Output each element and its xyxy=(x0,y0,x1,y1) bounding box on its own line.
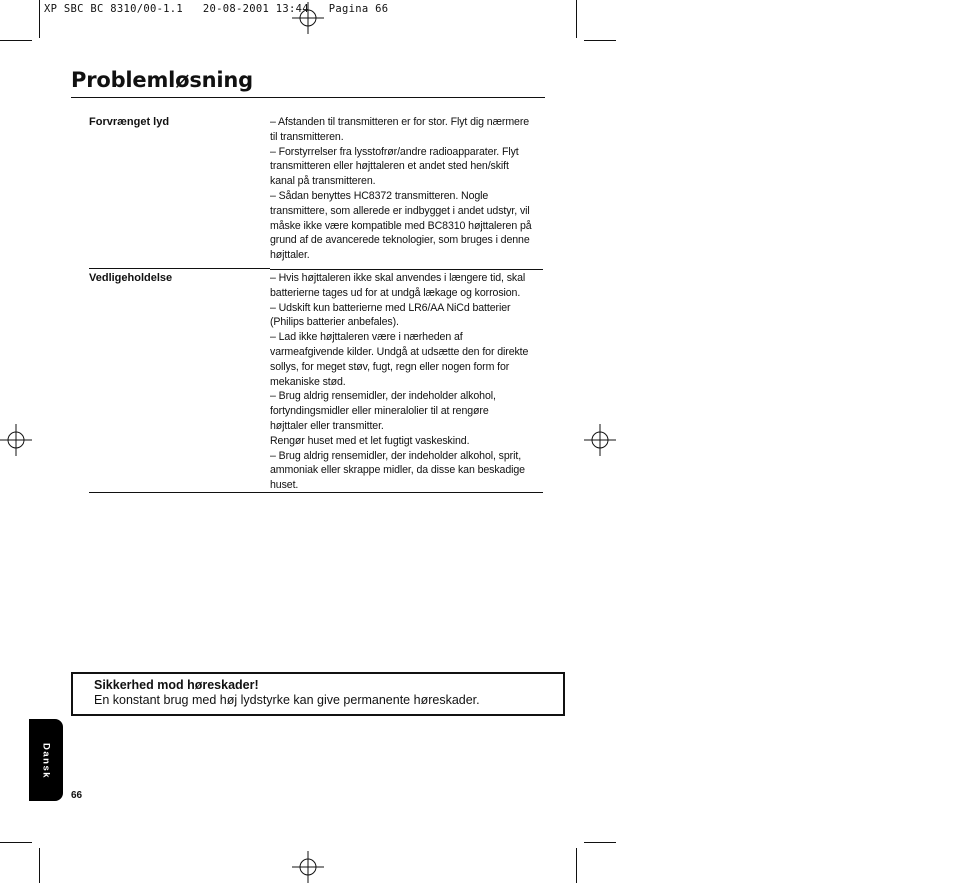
text-line: transmitteren eller højttaleren et andet sted hen/skift xyxy=(270,160,509,173)
text-line: ammoniak eller skrappe midler, da disse kan beskadige xyxy=(270,464,525,477)
row-divider xyxy=(270,269,543,270)
text-line: (Philips batterier anbefales). xyxy=(270,316,399,329)
registration-mark-top xyxy=(292,2,324,34)
text-line: – Hvis højttaleren ikke skal anvendes i længere tid, skal xyxy=(270,272,526,284)
row-divider-left xyxy=(89,268,270,269)
table-bottom-rule xyxy=(89,492,543,493)
warning-text: En konstant brug med høj lydstyrke kan give permanente høreskader. xyxy=(94,693,480,707)
registration-mark-right xyxy=(584,424,616,456)
registration-mark-left xyxy=(0,424,32,456)
text-line: transmittere, som allerede er indbygget i andet udstyr, vil xyxy=(270,204,530,217)
text-line: – Afstanden til transmitteren er for stor. Flyt dig nærmere xyxy=(270,116,530,128)
text-line: sollys, for meget støv, fugt, regn eller nogen form for xyxy=(270,360,510,373)
text-line: – Forstyrrelser fra lysstofrør/andre radioapparater. Flyt xyxy=(270,145,519,158)
row-label-maintenance: Vedligeholdelse xyxy=(89,272,173,284)
print-header: XP SBC BC 8310/00-1.1 20-08-2001 13:44 Pagina 66 xyxy=(44,3,389,15)
text-line: fortyndingsmidler eller mineralolier til at rengøre xyxy=(270,405,489,418)
title-rule xyxy=(71,97,545,98)
text-line: huset. xyxy=(270,479,299,492)
text-line: – Lad ikke højttaleren være i nærheden af xyxy=(270,331,463,344)
text-line: batterierne tages ud for at undgå lækage og korrosion. xyxy=(270,286,521,299)
row-label-distorted-sound: Forvrænget lyd xyxy=(89,116,170,128)
page-number: 66 xyxy=(71,790,83,801)
language-tab xyxy=(29,719,63,801)
text-line: grund af de avancerede teknologier, som bruges i denne xyxy=(270,234,530,247)
registration-mark-bottom xyxy=(292,851,324,883)
text-line: – Brug aldrig rensemidler, der indeholder alkohol, sprit, xyxy=(270,449,522,462)
text-line: kanal på transmitteren. xyxy=(270,175,376,188)
text-line: mekaniske stød. xyxy=(270,375,346,388)
text-line: – Udskift kun batterierne med LR6/AA NiCd batterier xyxy=(270,301,511,314)
text-line: højttaler. xyxy=(270,249,310,262)
row-text-maintenance xyxy=(270,271,548,493)
text-line: højttaler eller transmitter. xyxy=(270,419,384,432)
hearing-safety-warning xyxy=(71,672,565,716)
warning-title: Sikkerhed mod høreskader! xyxy=(94,678,259,692)
text-line: – Brug aldrig rensemidler, der indeholder alkohol, xyxy=(270,390,496,403)
text-line: måske ikke være kompatible med BC8310 højttaleren på xyxy=(270,219,532,232)
row-text-distorted-sound xyxy=(270,115,548,263)
text-line: varmeafgivende kilder. Undgå at udsætte den for direkte xyxy=(270,345,529,358)
page-title: Problemløsning xyxy=(71,68,253,92)
text-line: – Sådan benyttes HC8372 transmitteren. Nogle xyxy=(270,189,489,202)
text-line: Rengør huset med et let fugtigt vaskeskind. xyxy=(270,434,470,447)
language-tab-label: Dansk xyxy=(40,742,52,780)
text-line: til transmitteren. xyxy=(270,130,344,143)
